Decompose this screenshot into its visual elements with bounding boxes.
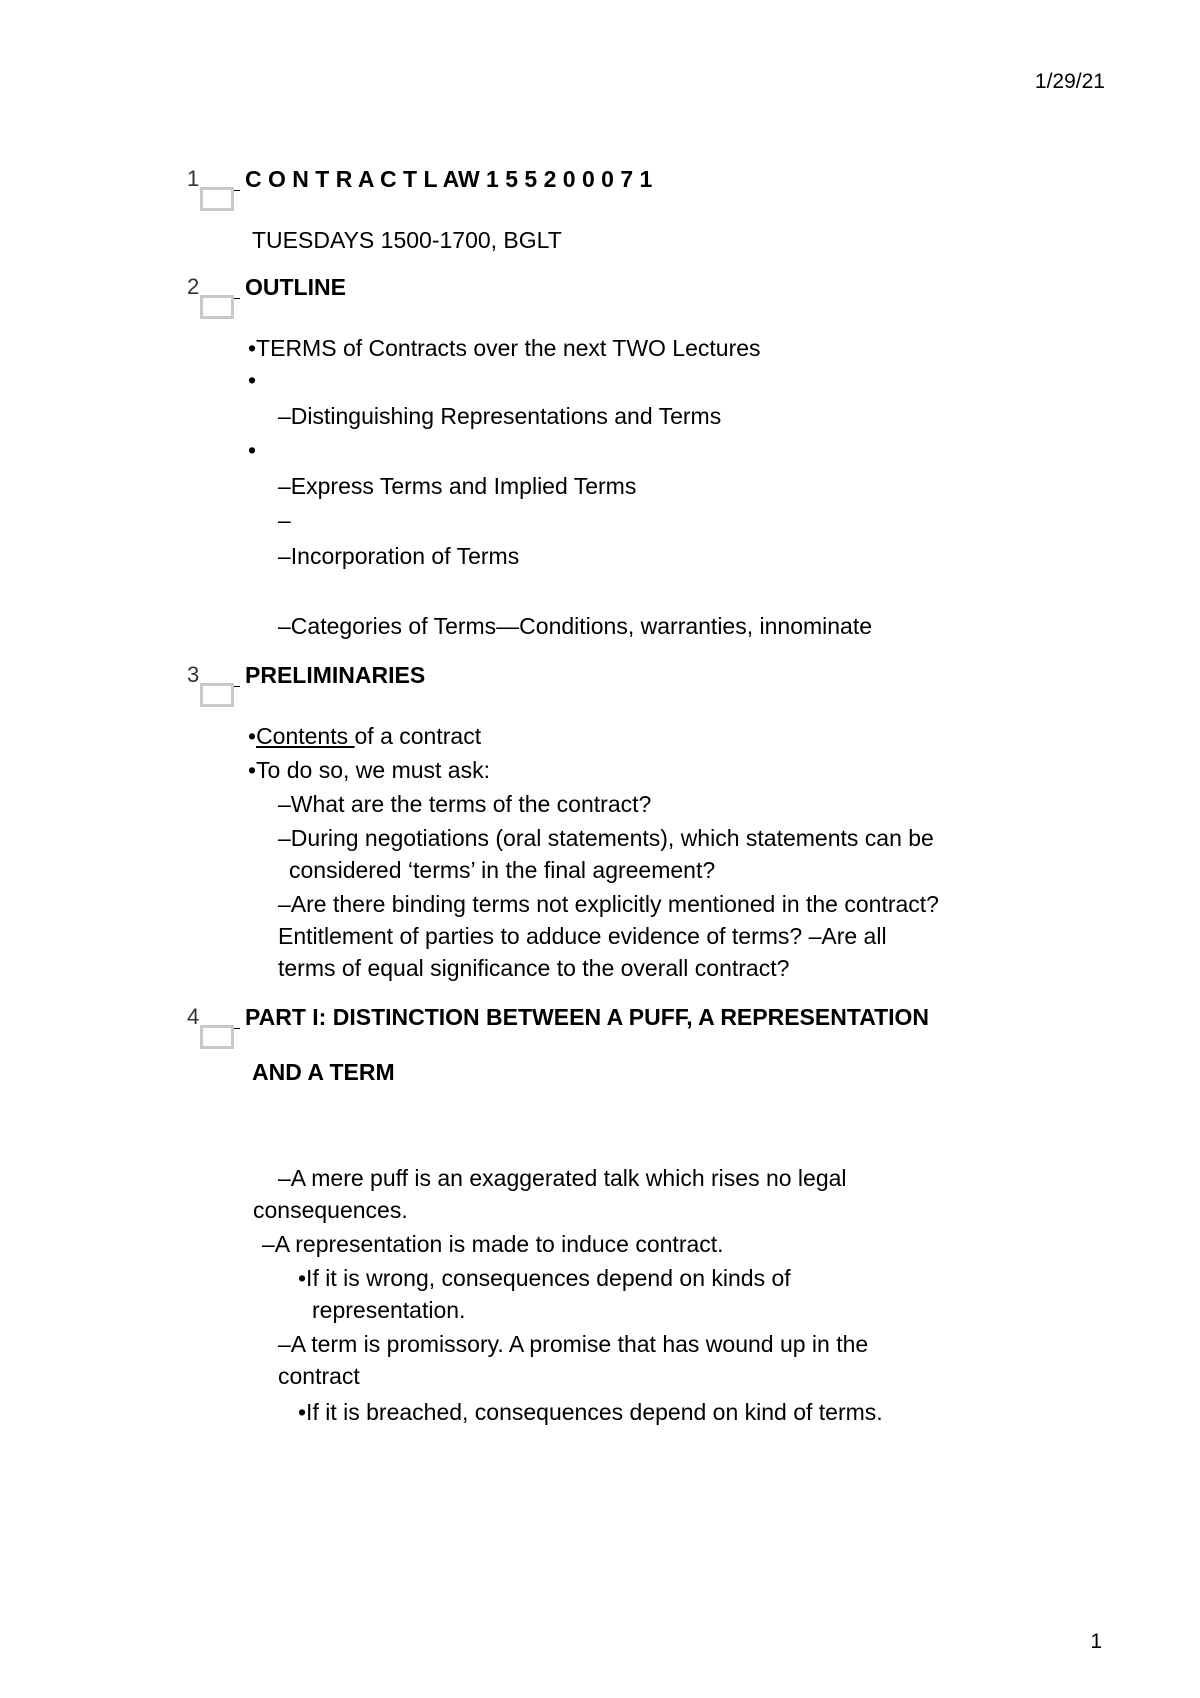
slide-number: 4	[187, 1004, 200, 1029]
bullet-text: of a contract	[354, 723, 482, 749]
slide-title: PART I: DISTINCTION BETWEEN A PUFF, A REPRESENTATION	[245, 1004, 930, 1030]
sub-bullet-continuation: consequences.	[253, 1197, 408, 1223]
slide-title: OUTLINE	[245, 274, 346, 300]
sub-bullet-continuation: considered ‘terms’ in the final agreement?	[289, 857, 716, 883]
slide-title: PRELIMINARIES	[245, 662, 426, 688]
bullet-item	[248, 724, 481, 749]
bullet-item: •	[248, 367, 257, 393]
sub-sub-bullet-item: •If it is breached, consequences depend on kind of terms.	[298, 1399, 883, 1425]
sub-bullet-item: –Categories of Terms—Conditions, warranties, innominate	[278, 613, 873, 639]
slide-number: 2	[187, 274, 200, 299]
sub-bullet-item: –What are the terms of the contract?	[278, 791, 652, 817]
bullet-item: •TERMS of Contracts over the next TWO Lectures	[248, 335, 761, 361]
slide-thumbnail-icon	[200, 1025, 234, 1049]
bullet-item: •To do so, we must ask:	[248, 757, 490, 783]
page-date: 1/29/21	[1034, 70, 1105, 93]
sub-bullet-item: –Express Terms and Implied Terms	[278, 473, 637, 499]
sub-bullet-continuation: Entitlement of parties to adduce evidence of terms? –Are all	[278, 923, 887, 949]
sub-sub-bullet-item: •If it is wrong, consequences depend on kinds of	[298, 1265, 791, 1291]
sub-bullet-item: –Incorporation of Terms	[278, 543, 520, 569]
slide-thumbnail-icon	[200, 187, 234, 211]
sub-bullet-item: –A term is promissory. A promise that has wound up in the	[278, 1331, 869, 1357]
slide-title-continuation: AND A TERM	[252, 1059, 395, 1085]
sub-bullet-item: –Are there binding terms not explicitly mentioned in the contract?	[278, 891, 939, 917]
sub-sub-bullet-continuation: representation.	[312, 1297, 466, 1323]
sub-bullet-item: –	[278, 507, 291, 533]
sub-bullet-continuation: contract	[278, 1363, 360, 1389]
bullet-item: •	[248, 437, 257, 463]
slide-title: C O N T R A C T L AW 1 5 5 2 0 0 0 7 1	[245, 166, 653, 192]
slide-number: 3	[187, 662, 200, 687]
sub-bullet-continuation: terms of equal significance to the overall contract?	[278, 955, 790, 981]
sub-bullet-item: –A representation is made to induce contract.	[262, 1231, 724, 1257]
underlined-text: Contents	[256, 723, 355, 749]
page-number: 1	[1090, 1630, 1102, 1653]
slide-number: 1	[187, 166, 200, 191]
slide-thumbnail-icon	[200, 683, 234, 707]
bullet-glyph: •	[248, 723, 257, 749]
sub-bullet-item: –A mere puff is an exaggerated talk which rises no legal	[278, 1165, 847, 1191]
slide-text: TUESDAYS 1500-1700, BGLT	[252, 227, 562, 253]
sub-bullet-item: –During negotiations (oral statements), which statements can be	[278, 825, 934, 851]
sub-bullet-item: –Distinguishing Representations and Terms	[278, 403, 722, 429]
slide-thumbnail-icon	[200, 295, 234, 319]
